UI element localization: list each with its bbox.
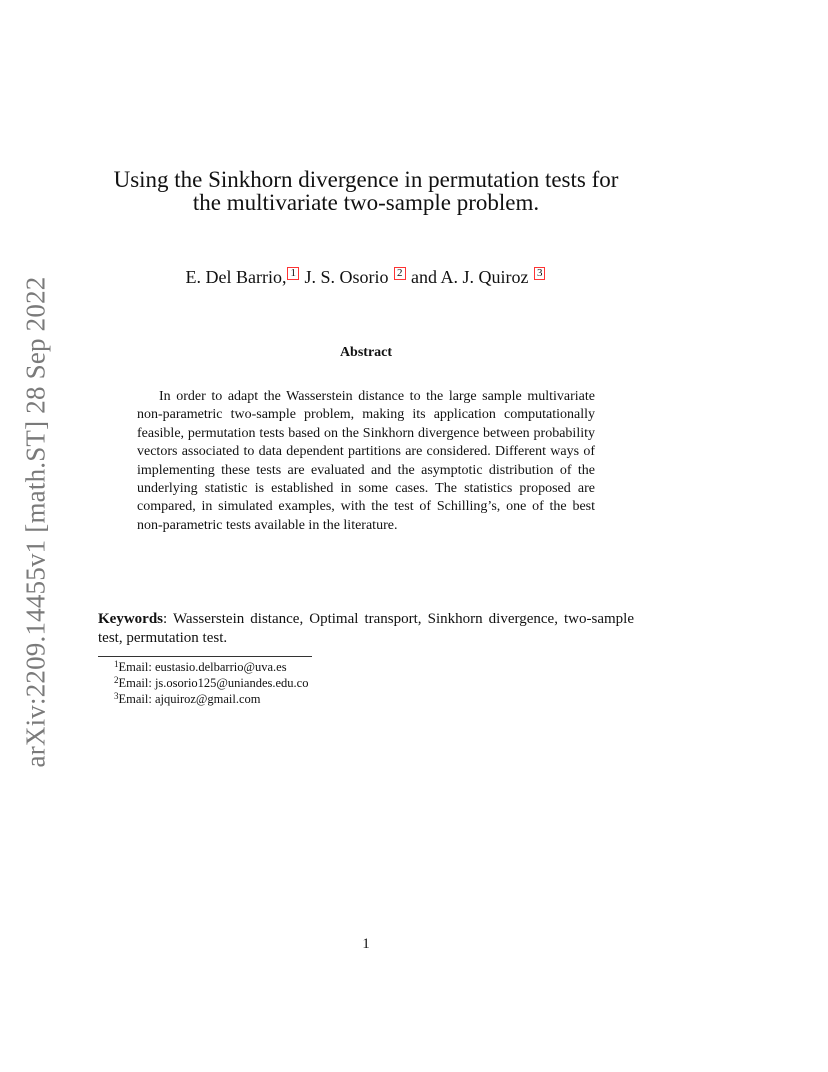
title-line-2: the multivariate two-sample problem. [192, 190, 540, 215]
footnote-link-1[interactable]: 1 [287, 267, 299, 280]
footnote-link-3[interactable]: 3 [534, 267, 546, 280]
paper-title [98, 168, 634, 214]
author-quiroz: and A. J. Quiroz [406, 267, 533, 287]
footnote-text: Email: eustasio.delbarrio@uva.es [118, 660, 287, 674]
footnote-number: 3 [114, 691, 119, 701]
abstract-heading: Abstract [339, 345, 393, 360]
title-line-1: Using the Sinkhorn divergence in permutation tests for [113, 167, 619, 192]
keywords-label: Keywords [98, 611, 163, 627]
footnote-1 [114, 659, 308, 675]
author-del-barrio: E. Del Barrio, [185, 267, 287, 287]
author-list [98, 266, 634, 288]
footnote-link-2[interactable]: 2 [394, 267, 406, 280]
page-number: 1 [362, 936, 370, 952]
abstract-text: In order to adapt the Wasserstein distance to the large sample multivariate non-parametric two-sample problem, making its application computationally feasible, permutation tests based on the Sinkhorn divergence between probability vectors associated to data dependent partitions are considered. Different ways of implementing these tests are evaluated and the asymptotic distribution of the underlying statistic is established in some cases. The statistics proposed are compared, in simulated examples, with the test of Schilling’s, one of the best non-parametric tests available in the literature. [137, 389, 595, 533]
footnote-number: 1 [114, 659, 119, 669]
keywords-paragraph [98, 610, 634, 648]
keywords-text: : Wasserstein distance, Optimal transport, Sinkhorn divergence, two-sample test, permutation test. [98, 611, 634, 646]
footnote-text: Email: ajquiroz@gmail.com [118, 692, 261, 706]
arxiv-identifier: arXiv:2209.14455v1 [math.ST] 28 Sep 2022 [20, 276, 51, 768]
footnotes [114, 659, 308, 707]
footnote-3 [114, 691, 308, 707]
author-osorio: J. S. Osorio [299, 267, 393, 287]
footnote-divider [98, 656, 312, 657]
footnote-text: Email: js.osorio125@uniandes.edu.co [118, 676, 309, 690]
footnote-number: 2 [114, 675, 119, 685]
footnote-2 [114, 675, 308, 691]
